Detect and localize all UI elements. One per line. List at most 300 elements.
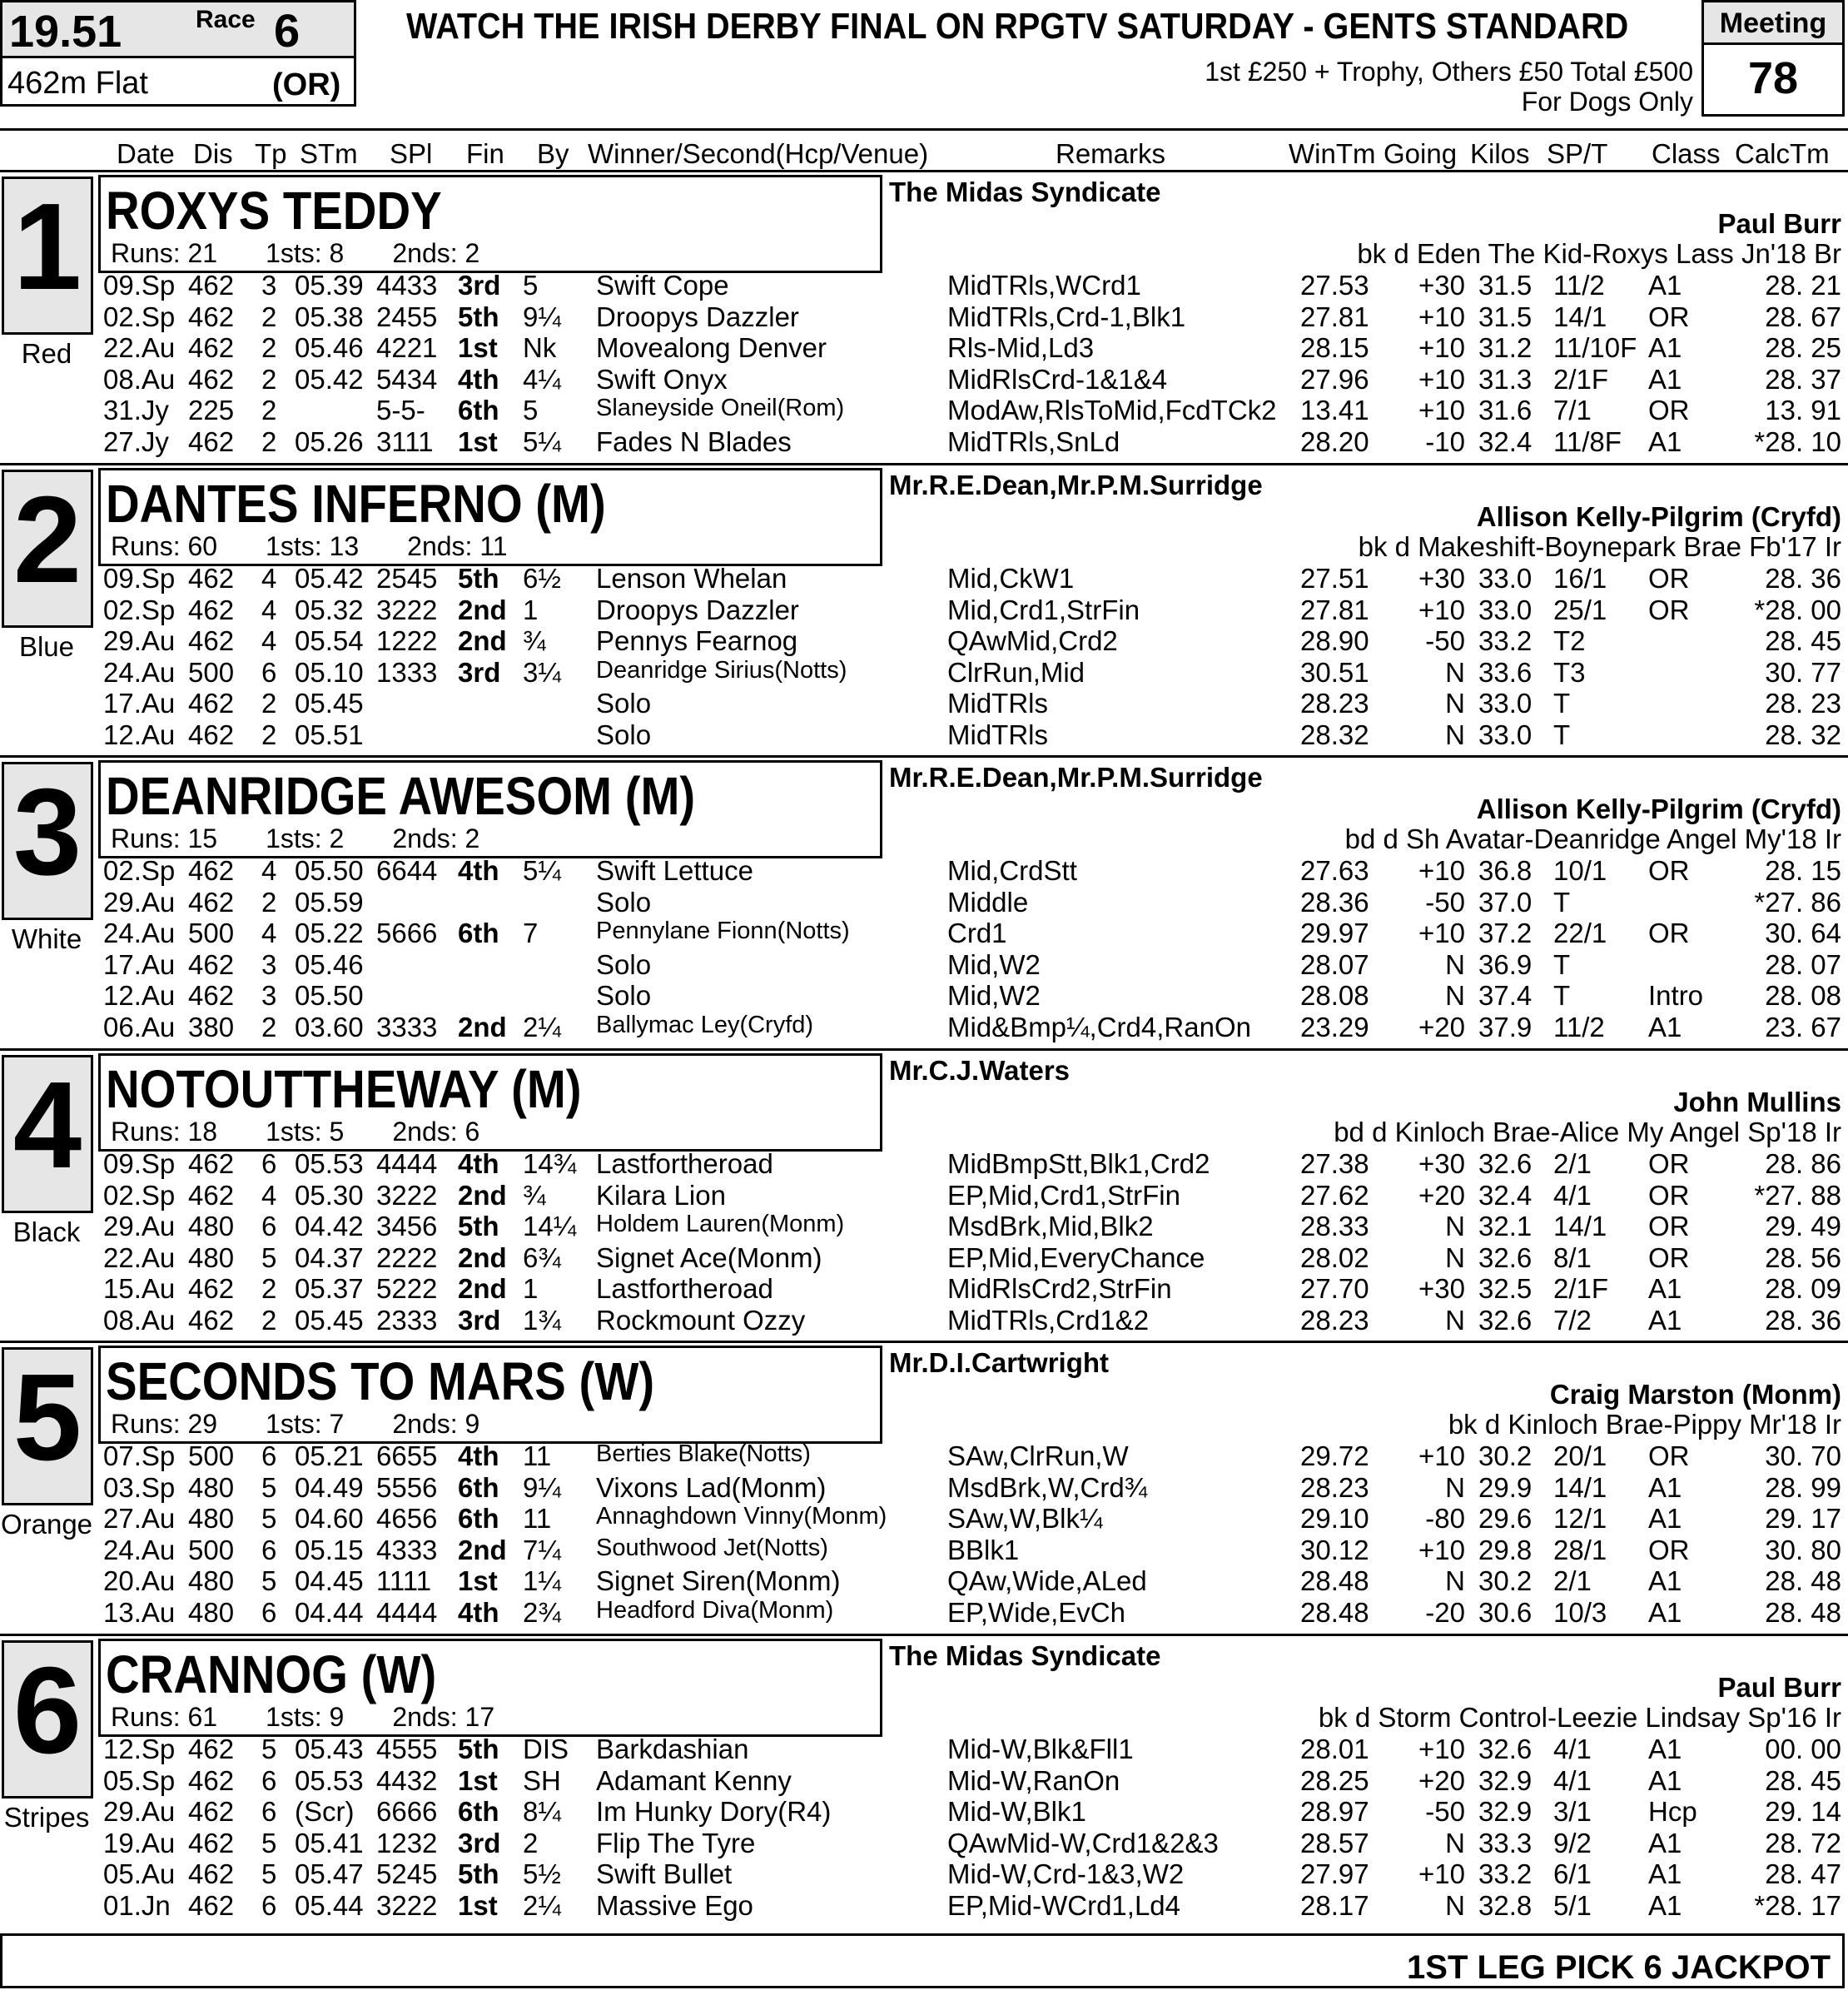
form-date: 13.Au [103,1597,176,1628]
form-spl: 5222 [376,1273,438,1304]
form-fin: 4th [458,1148,499,1179]
form-spl: 2333 [376,1305,438,1336]
form-spl: 3456 [376,1211,438,1241]
form-tp: 2 [261,887,277,918]
header-divider [0,128,1848,131]
form-tp: 2 [261,364,277,395]
form-calctm: 28. 25 [1765,332,1841,363]
form-date: 29.Au [103,1796,176,1827]
dog-stats [111,1118,479,1145]
form-date: 08.Au [103,1305,176,1336]
firsts-count: 1sts: 9 [266,1702,345,1732]
trap-number: 4 [12,1057,82,1194]
form-winner: Swift Lettuce [596,855,753,886]
form-kilos: 32.4 [1478,426,1533,457]
form-by: SH [523,1765,561,1796]
form-stm: 03.60 [295,1012,364,1042]
form-calctm: 28. 08 [1765,980,1841,1011]
form-fin: 1st [458,1890,498,1921]
form-class: A1 [1648,426,1682,457]
form-line [0,659,1848,689]
form-by: 4¼ [523,364,561,395]
firsts-count: 1sts: 7 [266,1409,345,1439]
col-sp: SP/T [1547,138,1608,169]
form-spl: 4444 [376,1597,438,1628]
form-sp: 14/1 [1553,1472,1607,1503]
form-calctm: 28. 48 [1765,1597,1841,1628]
form-dis: 462 [188,1180,235,1211]
form-by: 2¾ [523,1597,561,1628]
runner-divider [0,463,1848,465]
form-sp: 20/1 [1553,1440,1607,1471]
seconds-count: 2nds: 2 [392,238,480,268]
form-sp: T2 [1553,625,1586,656]
form-remarks: ModAw,RlsToMid,FcdTCk2 [947,395,1277,425]
form-date: 22.Au [103,332,176,363]
form-dis: 500 [188,918,235,948]
form-tp: 6 [261,1211,277,1241]
form-calctm: 29. 17 [1765,1503,1841,1534]
form-stm: 05.32 [295,595,364,625]
trainer: Craig Marston (Monm) [1549,1379,1841,1410]
form-winner: Kilara Lion [596,1180,726,1211]
form-dis: 462 [188,980,235,1011]
form-calctm: 30. 80 [1765,1535,1841,1565]
form-spl: 5556 [376,1472,438,1503]
form-calctm: 29. 49 [1765,1211,1841,1241]
form-wintm: 28.48 [1300,1597,1369,1628]
form-going: +30 [1418,1148,1465,1179]
form-class: A1 [1648,1828,1682,1858]
form-wintm: 28.23 [1300,688,1369,719]
form-by: 14¼ [523,1211,577,1241]
form-dis: 462 [188,1765,235,1796]
form-tp: 2 [261,426,277,457]
trap-number: 5 [12,1349,82,1486]
form-class: OR [1648,1180,1690,1211]
form-spl: 3333 [376,1012,438,1042]
form-tp: 4 [261,595,277,625]
form-spl: 1111 [376,1565,432,1596]
form-sp: 2/1 [1553,1148,1592,1179]
trap-number: 6 [12,1642,82,1779]
form-stm: 05.30 [295,1180,364,1211]
form-kilos: 31.3 [1478,364,1533,395]
runs-count: Runs: 29 [111,1409,218,1439]
form-dis: 462 [188,688,235,719]
form-fin: 1st [458,332,498,363]
race-time: 19.51 [9,7,122,57]
form-calctm: 28. 09 [1765,1273,1841,1304]
runner-divider [0,170,1848,172]
form-line [0,1829,1848,1860]
form-calctm: 28. 36 [1765,1305,1841,1336]
form-dis: 462 [188,887,235,918]
form-stm: 05.47 [295,1858,364,1889]
firsts-count: 1sts: 2 [266,823,345,853]
form-date: 02.Sp [103,1180,176,1211]
form-wintm: 28.15 [1300,332,1369,363]
form-wintm: 27.96 [1300,364,1369,395]
race-number: 6 [274,4,301,57]
form-winner: Solo [596,949,652,980]
form-by: 5¼ [523,855,561,886]
form-wintm: 29.97 [1300,918,1369,948]
form-tp: 4 [261,563,277,594]
form-kilos: 32.6 [1478,1305,1533,1336]
form-kilos: 29.6 [1478,1503,1533,1534]
form-sp: 12/1 [1553,1503,1607,1534]
form-sp: 5/1 [1553,1890,1592,1921]
form-wintm: 27.97 [1300,1858,1369,1889]
form-dis: 380 [188,1012,235,1042]
form-fin: 2nd [458,625,507,656]
form-going: N [1445,1565,1465,1596]
form-wintm: 27.81 [1300,301,1369,332]
meeting-label: Meeting [1719,7,1827,39]
form-tp: 5 [261,1858,277,1889]
form-winner: Swift Onyx [596,364,728,395]
form-remarks: Mid,Crd1,StrFin [947,595,1140,625]
form-spl: 4333 [376,1535,438,1565]
breeding: bk d Storm Control-Leezie Lindsay Sp'16 Ir [1318,1702,1841,1733]
form-by: ¾ [523,625,546,656]
form-date: 27.Jy [103,426,169,457]
form-spl: 1333 [376,657,438,688]
form-winner: Solo [596,688,652,719]
form-sp: 16/1 [1553,563,1607,594]
form-tp: 5 [261,1242,277,1273]
form-wintm: 28.08 [1300,980,1369,1011]
form-wintm: 13.41 [1300,395,1369,425]
form-fin: 6th [458,1503,499,1534]
form-dis: 225 [188,395,235,425]
form-wintm: 28.20 [1300,426,1369,457]
form-sp: 10/3 [1553,1597,1607,1628]
form-kilos: 32.9 [1478,1796,1533,1827]
form-tp: 4 [261,625,277,656]
form-wintm: 27.70 [1300,1273,1369,1304]
owner: Mr.R.E.Dean,Mr.P.M.Surridge [889,762,1263,793]
form-tp: 2 [261,395,277,425]
col-class: Class [1652,138,1721,169]
form-tp: 5 [261,1828,277,1858]
form-spl: 3111 [376,426,434,457]
form-fin: 6th [458,1472,499,1503]
form-tp: 4 [261,1180,277,1211]
form-remarks: EP,Mid,Crd1,StrFin [947,1180,1180,1211]
form-wintm: 28.97 [1300,1796,1369,1827]
form-line [0,596,1848,627]
form-spl: 5245 [376,1858,438,1889]
form-class: A1 [1648,332,1682,363]
form-dis: 462 [188,1796,235,1827]
form-line [0,1860,1848,1891]
form-kilos: 32.6 [1478,1734,1533,1764]
form-kilos: 32.6 [1478,1242,1533,1273]
form-date: 27.Au [103,1503,176,1534]
form-going: N [1445,657,1465,688]
form-remarks: MidTRls,Crd-1,Blk1 [947,301,1186,332]
form-spl: 6655 [376,1440,438,1471]
firsts-count: 1sts: 13 [266,531,360,561]
form-wintm: 28.01 [1300,1734,1369,1764]
form-kilos: 33.0 [1478,688,1533,719]
form-sp: 11/2 [1553,1012,1605,1042]
form-tp: 4 [261,855,277,886]
form-remarks: QAw,Wide,ALed [947,1565,1147,1596]
form-calctm: 28. 21 [1765,270,1841,301]
form-stm: 05.21 [295,1440,364,1471]
form-sp: 9/2 [1553,1828,1592,1858]
form-dis: 480 [188,1242,235,1273]
form-fin: 3rd [458,270,501,301]
form-sp: 14/1 [1553,1211,1607,1241]
form-date: 20.Au [103,1565,176,1596]
form-class: OR [1648,1148,1690,1179]
form-wintm: 28.02 [1300,1242,1369,1273]
form-by: 1¼ [523,1565,561,1596]
firsts-count: 1sts: 8 [266,238,345,268]
form-line [0,1798,1848,1828]
form-fin: 6th [458,395,499,425]
form-dis: 462 [188,949,235,980]
form-remarks: MidBmpStt,Blk1,Crd2 [947,1148,1210,1179]
form-stm: 05.41 [295,1828,364,1858]
form-dis: 480 [188,1472,235,1503]
race-distance: 462m Flat [7,66,148,101]
form-sp: 4/1 [1553,1180,1592,1211]
form-remarks: MidRlsCrd2,StrFin [947,1273,1172,1304]
dog-name: NOTOUTTHEWAY (M) [106,1059,582,1119]
trap-colour: Red [21,338,72,369]
form-fin: 2nd [458,1273,507,1304]
form-line [0,332,1848,369]
form-winner: Rockmount Ozzy [596,1305,806,1336]
form-line [0,625,1848,662]
form-kilos: 29.8 [1478,1535,1533,1565]
form-class: OR [1648,1211,1690,1241]
form-tp: 6 [261,1535,277,1565]
form-wintm: 28.17 [1300,1890,1369,1921]
form-calctm: 30. 64 [1765,918,1841,948]
form-fin: 4th [458,855,499,886]
form-fin: 4th [458,1597,499,1628]
form-stm: 04.42 [295,1211,364,1241]
form-dis: 462 [188,595,235,625]
form-by: 7 [523,918,539,948]
form-kilos: 32.1 [1478,1211,1533,1241]
form-winner: Ballymac Ley(Cryfd) [596,1012,814,1038]
form-by: 3¼ [523,657,561,688]
form-spl: 4555 [376,1734,438,1764]
race-title: WATCH THE IRISH DERBY FINAL ON RPGTV SATURDAY - GENTS STANDARD [406,6,1629,47]
form-fin: 2nd [458,1242,507,1273]
seconds-count: 2nds: 11 [407,531,508,561]
form-remarks: Middle [947,887,1029,918]
form-stm: 05.46 [295,332,364,363]
form-winner: Im Hunky Dory(R4) [596,1796,832,1827]
form-going: +30 [1418,563,1465,594]
trainer: Paul Burr [1717,1672,1841,1703]
form-winner: Annaghdown Vinny(Monm) [596,1503,887,1530]
form-remarks: SAw,W,Blk¼ [947,1503,1103,1534]
form-remarks: Crd1 [947,918,1007,948]
form-class: A1 [1648,1472,1682,1503]
form-fin: 2nd [458,595,507,625]
form-fin: 5th [458,563,499,594]
owner: Mr.C.J.Waters [889,1055,1071,1086]
form-winner: Fades N Blades [596,426,792,457]
form-sp: 11/2 [1553,270,1605,301]
form-date: 03.Sp [103,1472,176,1503]
form-class: A1 [1648,1273,1682,1304]
form-kilos: 30.2 [1478,1440,1533,1471]
trainer: Paul Burr [1717,208,1841,239]
runner-divider [0,1634,1848,1636]
form-tp: 4 [261,918,277,948]
form-kilos: 37.9 [1478,1012,1533,1042]
form-kilos: 31.6 [1478,395,1533,425]
form-going: -50 [1425,625,1465,656]
form-going: +10 [1418,1440,1465,1471]
form-by: 5¼ [523,426,561,457]
form-by: 9¼ [523,1472,561,1503]
form-line [0,1505,1848,1535]
form-by: 11 [523,1440,552,1471]
form-tp: 3 [261,270,277,301]
form-by: 9¼ [523,301,561,332]
form-going: +30 [1418,1273,1465,1304]
form-tp: 6 [261,1765,277,1796]
form-stm: 04.44 [295,1597,364,1628]
form-stm: 05.50 [295,980,364,1011]
dog-name: DANTES INFERNO (M) [106,474,606,534]
form-stm: 05.46 [295,949,364,980]
form-tp: 5 [261,1565,277,1596]
form-class: A1 [1648,1765,1682,1796]
form-date: 09.Sp [103,563,176,594]
form-spl: 4433 [376,270,438,301]
form-wintm: 28.48 [1300,1565,1369,1596]
dog-name-box [98,1053,882,1152]
form-by: 6½ [523,563,561,594]
form-spl: 5-5- [376,395,425,425]
form-calctm: *28. 00 [1754,595,1841,625]
race-info-box [0,0,356,107]
form-going: -50 [1425,887,1465,918]
form-line [0,1735,1848,1766]
form-tp: 2 [261,332,277,363]
form-class: OR [1648,918,1690,948]
form-remarks: Mid,CkW1 [947,563,1075,594]
form-line [0,1275,1848,1306]
form-dis: 462 [188,1828,235,1858]
form-remarks: EP,Mid,EveryChance [947,1242,1205,1273]
seconds-count: 2nds: 9 [392,1409,480,1439]
form-class: A1 [1648,1503,1682,1534]
form-kilos: 32.6 [1478,1148,1533,1179]
form-kilos: 37.0 [1478,887,1533,918]
form-calctm: 29. 14 [1765,1796,1841,1827]
form-fin: 5th [458,1734,499,1764]
form-kilos: 31.5 [1478,301,1533,332]
form-wintm: 28.90 [1300,625,1369,656]
breeding: bd d Sh Avatar-Deanridge Angel My'18 Ir [1344,823,1841,854]
form-calctm: 28. 45 [1765,625,1841,656]
form-going: N [1445,1472,1465,1503]
form-dis: 462 [188,563,235,594]
form-going: +20 [1418,1765,1465,1796]
form-dis: 500 [188,1440,235,1471]
form-remarks: BBlk1 [947,1535,1020,1565]
form-wintm: 30.51 [1300,657,1369,688]
form-going: +30 [1418,270,1465,301]
form-wintm: 27.51 [1300,563,1369,594]
runner-divider [0,755,1848,758]
form-date: 02.Sp [103,595,176,625]
form-by: 1 [523,595,539,625]
form-winner: Signet Siren(Monm) [596,1565,841,1596]
form-remarks: MsdBrk,W,Crd¾ [947,1472,1148,1503]
form-remarks: Mid,W2 [947,980,1041,1011]
form-remarks: SAw,ClrRun,W [947,1440,1129,1471]
col-winner: Winner/Second(Hcp/Venue) [588,138,929,169]
form-calctm: 28. 99 [1765,1472,1841,1503]
form-stm: 05.53 [295,1765,364,1796]
form-spl: 4221 [376,332,438,363]
meeting-number: 78 [1747,53,1799,103]
form-fin: 3rd [458,1305,501,1336]
form-calctm: 28. 56 [1765,1242,1841,1273]
form-date: 12.Au [103,980,176,1011]
form-kilos: 33.0 [1478,595,1533,625]
form-dis: 462 [188,855,235,886]
form-winner: Holdem Lauren(Monm) [596,1211,845,1237]
form-tp: 2 [261,1012,277,1042]
form-line [0,303,1848,334]
owner: The Midas Syndicate [889,1640,1161,1671]
form-calctm: 28. 37 [1765,364,1841,395]
form-class: OR [1648,1535,1690,1565]
form-remarks: Mid-W,RanOn [947,1765,1120,1796]
form-sp: 28/1 [1553,1535,1607,1565]
runs-count: Runs: 18 [111,1117,218,1147]
form-class: OR [1648,855,1690,886]
form-tp: 2 [261,301,277,332]
form-stm: (Scr) [295,1796,355,1827]
form-stm: 05.51 [295,719,364,750]
form-sp: T3 [1553,657,1586,688]
footer-text: 1ST LEG PICK 6 JACKPOT [1407,1949,1831,1986]
form-going: -20 [1425,1597,1465,1628]
form-kilos: 33.0 [1478,563,1533,594]
form-going: N [1445,1211,1465,1241]
col-dis: Dis [193,138,233,169]
seconds-count: 2nds: 2 [392,823,480,853]
seconds-count: 2nds: 6 [392,1117,480,1147]
form-dis: 462 [188,719,235,750]
form-date: 07.Sp [103,1440,176,1471]
form-tp: 5 [261,1472,277,1503]
form-kilos: 36.9 [1478,949,1533,980]
form-calctm: 00. 00 [1765,1734,1841,1764]
form-winner: Swift Bullet [596,1858,733,1889]
form-winner: Slaneyside Oneil(Rom) [596,395,845,421]
dog-name: CRANNOG (W) [106,1644,437,1704]
form-stm: 05.59 [295,887,364,918]
form-kilos: 33.6 [1478,657,1533,688]
